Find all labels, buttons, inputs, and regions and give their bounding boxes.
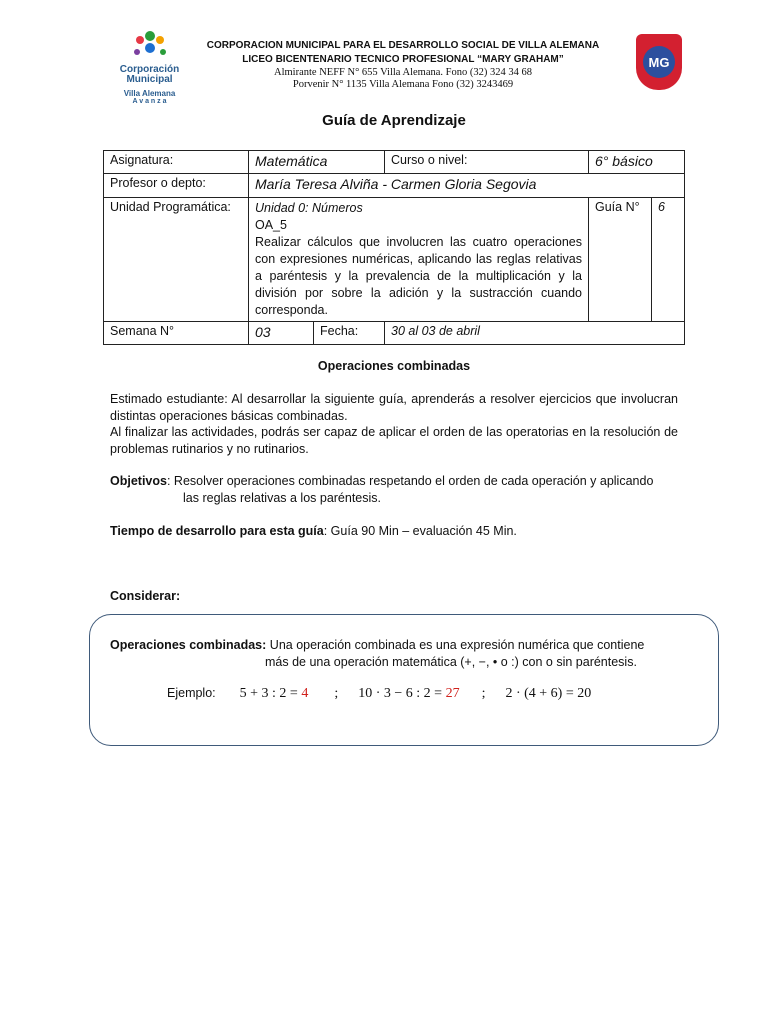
section-title: Operaciones combinadas xyxy=(317,359,471,373)
separator: ; xyxy=(334,686,339,701)
definition-label: Operaciones combinadas: xyxy=(110,638,267,652)
profesor-value: María Teresa Alviña - Carmen Gloria Segovia xyxy=(249,174,685,198)
logo-text: Villa Alemana xyxy=(123,89,176,98)
label: Curso o nivel: xyxy=(385,151,589,174)
objetivos xyxy=(110,473,678,507)
crest-text: MG xyxy=(643,46,675,78)
curso-value: 6° básico xyxy=(589,151,685,174)
semana-value: 03 xyxy=(249,322,314,345)
header-line: LICEO BICENTENARIO TECNICO PROFESIONAL “MARY GRAHAM” xyxy=(242,54,564,65)
definition xyxy=(110,637,678,671)
oa-code: OA_5 xyxy=(255,218,287,232)
tiempo-text: : Guía 90 Min – evaluación 45 Min. xyxy=(323,524,517,538)
guia-value: 6 xyxy=(652,198,685,322)
logo-text: Corporación xyxy=(119,64,180,75)
header-line: Porvenir N° 1135 Villa Alemana Fono (32) 3243469 xyxy=(292,79,514,90)
label: Profesor o depto: xyxy=(104,174,249,198)
considerar-heading: Considerar: xyxy=(110,589,181,603)
label: Asignatura: xyxy=(104,151,249,174)
label: Semana N° xyxy=(104,322,249,345)
tiempo xyxy=(110,523,678,540)
logo-text: A v a n z a xyxy=(132,98,167,105)
label: Fecha: xyxy=(314,322,385,345)
example-3: 2 · (4 + 6) = 20 xyxy=(505,686,592,701)
example-1-result: 4 xyxy=(301,686,309,701)
intro-paragraph: Al finalizar las actividades, podrás ser capaz de aplicar el orden de las operatorias en la resolución de problemas rutinarios y no rutinarios. xyxy=(110,425,678,456)
tiempo-label: Tiempo de desarrollo para esta guía xyxy=(110,524,324,538)
fecha-value: 30 al 03 de abril xyxy=(385,322,685,345)
definition-text: más de una operación matemática (+, −, • o :) con o sin paréntesis. xyxy=(265,655,637,669)
label: Guía N° xyxy=(589,198,652,322)
ejemplo-label: Ejemplo: xyxy=(167,686,216,700)
objetivos-label: Objetivos xyxy=(110,474,167,488)
objetivos-text: las reglas relativas a los paréntesis. xyxy=(183,491,382,505)
objetivos-text: : Resolver operaciones combinadas respetando el orden de cada operación y aplicando xyxy=(166,474,654,488)
header-line: CORPORACION MUNICIPAL PARA EL DESARROLLO SOCIAL DE VILLA ALEMANA xyxy=(206,40,600,51)
logo-text: Municipal xyxy=(126,74,173,85)
definition-text: Una operación combinada es una expresión numérica que contiene xyxy=(269,638,645,652)
definition-box xyxy=(89,614,719,746)
school-crest xyxy=(636,34,682,90)
asignatura-value: Matemática xyxy=(249,151,385,174)
page-title: Guía de Aprendizaje xyxy=(322,112,466,129)
examples xyxy=(167,686,591,702)
intro-paragraph: Estimado estudiante: Al desarrollar la siguiente guía, aprenderás a resolver ejercicios que involucran distintas operaciones básicas combinadas. xyxy=(110,392,678,423)
example-2-result: 27 xyxy=(445,686,460,701)
separator: ; xyxy=(481,686,486,701)
info-table xyxy=(103,150,685,345)
oa-text: Realizar cálculos que involucren las cuatro operaciones con expresiones numéricas, aplicando las reglas relativas a paréntesis y la prevalencia de la multiplicación y la división por sobre la adición y la sustracción cuando corresponda. xyxy=(255,235,582,317)
example-2: 10 · 3 − 6 : 2 = xyxy=(358,686,446,701)
unidad-value: Unidad 0: Números xyxy=(255,201,363,215)
header-line: Almirante NEFF N° 655 Villa Alemana. Fono (32) 324 34 68 xyxy=(274,67,532,78)
label: Unidad Programática: xyxy=(104,198,249,322)
example-1: 5 + 3 : 2 = xyxy=(239,686,302,701)
